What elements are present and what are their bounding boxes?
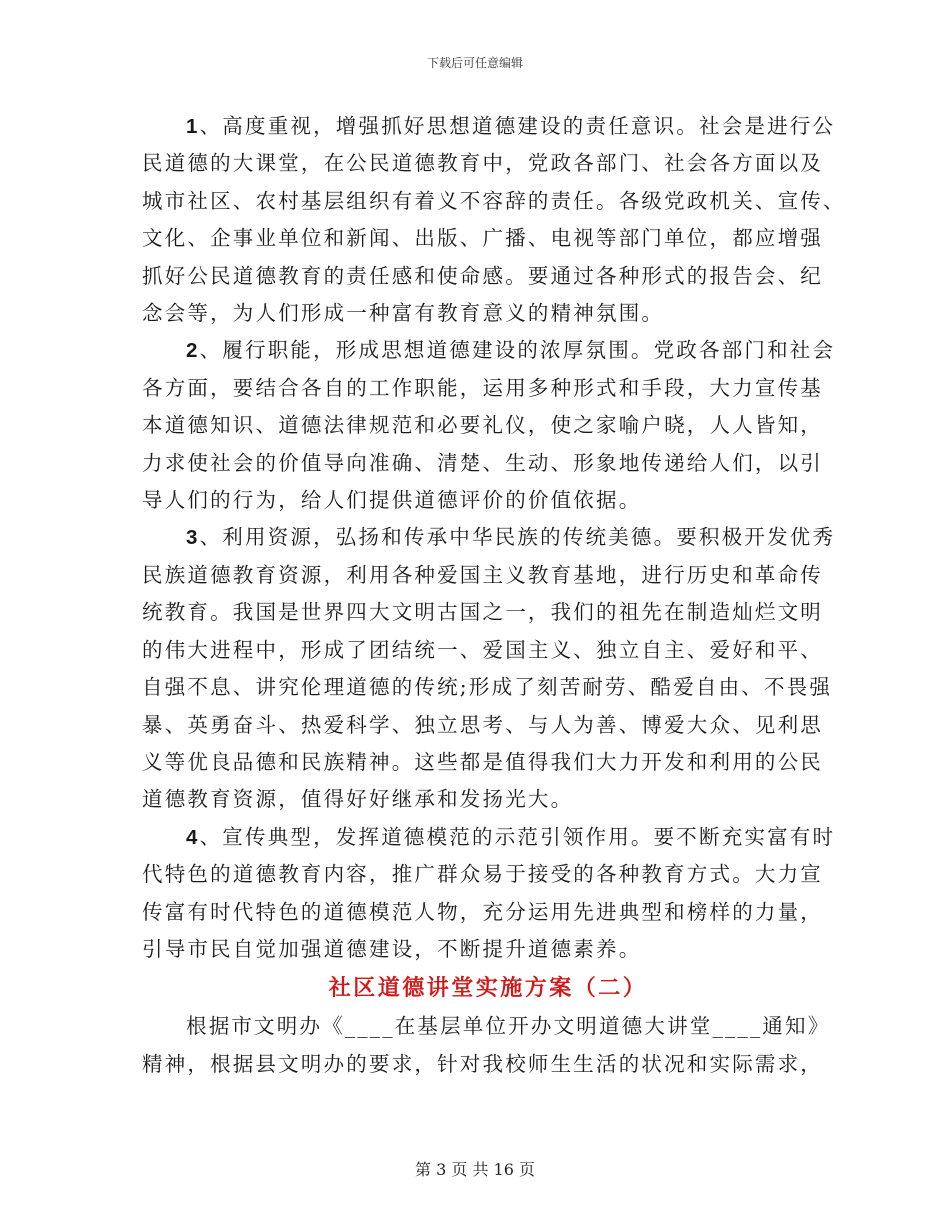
section-title: 社区道德讲堂实施方案（二）: [328, 975, 648, 1002]
paragraph-line: 1、高度重视，增强抓好思想道德建设的责任意识。社会是进行公: [186, 114, 836, 138]
paragraph-line: 3、利用资源，弘扬和传承中华民族的传统美德。要积极开发优秀: [186, 525, 836, 550]
paragraph-line: 根据市文明办《____在基层单位开办文明道德大讲堂____通知》: [186, 1014, 831, 1039]
item-number: 4: [186, 825, 200, 849]
paragraph-line: 代特色的道德教育内容，推广群众易于接受的各种教育方式。大力宣: [142, 862, 823, 887]
page-footer: 第 3 页 共 16 页: [415, 1160, 535, 1179]
item-number: 1: [186, 115, 200, 138]
paragraph-line: 民族道德教育资源，利用各种爱国主义教育基地，进行历史和革命传: [142, 562, 823, 587]
paragraph-line: 引导市民自觉加强道德建设，不断提升道德素养。: [142, 936, 642, 961]
paragraph-2: [142, 332, 836, 519]
paragraph-line: 的伟大进程中，形成了团结统一、爱国主义、独立自主、爱好和平、: [142, 637, 823, 662]
paragraph-line: 道德教育资源，值得好好继承和发扬光大。: [142, 787, 574, 812]
paragraph-4: [142, 819, 836, 969]
paragraph-line: 各方面，要结合各自的工作职能，运用多种形式和手段，大力宣传基: [142, 375, 823, 400]
paragraph-line: 文化、企事业单位和新闻、出版、广播、电视等部门单位，都应增强: [142, 226, 823, 251]
paragraph-line: 义等优良品德和民族精神。这些都是值得我们大力开发和利用的公民: [142, 749, 823, 774]
paragraph-3: [142, 519, 836, 818]
paragraph-line: 精神，根据县文明办的要求，针对我校师生生活的状况和实际需求，: [142, 1051, 823, 1076]
paragraph-line: 念会等，为人们形成一种富有教育意义的精神氛围。: [142, 301, 665, 326]
item-number: 2: [186, 339, 200, 363]
paragraph-line: 力求使社会的价值导向准确、清楚、生动、形象地传递给人们，以引: [142, 450, 823, 475]
paragraph-line: 统教育。我国是世界四大文明古国之一，我们的祖先在制造灿烂文明: [142, 600, 823, 625]
paragraph-line: 传富有时代特色的道德模范人物，充分运用先进典型和榜样的力量，: [142, 899, 823, 924]
paragraph-line: 暴、英勇奋斗、热爱科学、独立思考、与人为善、博爱大众、见利思: [142, 712, 823, 737]
paragraph-line: 民道德的大课堂，在公民道德教育中，党政各部门、社会各方面以及: [142, 151, 823, 176]
document-body: [142, 108, 846, 1083]
paragraph-line: 本道德知识、道德法律规范和必要礼仪，使之家喻户晓，人人皆知，: [142, 413, 823, 438]
paragraph-line: 城市社区、农村基层组织有着义不容辞的责任。各级党政机关、宣传、: [142, 188, 846, 213]
paragraph-line: 抓好公民道德教育的责任感和使命感。要通过各种形式的报告会、纪: [142, 263, 823, 288]
paragraph-line: 自强不息、讲究伦理道德的传统;形成了刻苦耐劳、酷爱自由、不畏强: [142, 675, 833, 700]
paragraph-line: 导人们的行为，给人们提供道德评价的价值依据。: [142, 488, 642, 513]
paragraph-line: 2、履行职能，形成思想道德建设的浓厚氛围。党政各部门和社会: [186, 338, 836, 363]
page-header: 下载后可任意编辑: [426, 56, 523, 70]
item-number: 3: [186, 526, 200, 550]
paragraph-line: 4、宣传典型，发挥道德模范的示范引领作用。要不断充实富有时: [186, 824, 836, 849]
intro-paragraph: [142, 1008, 831, 1083]
paragraph-1: [142, 108, 846, 332]
